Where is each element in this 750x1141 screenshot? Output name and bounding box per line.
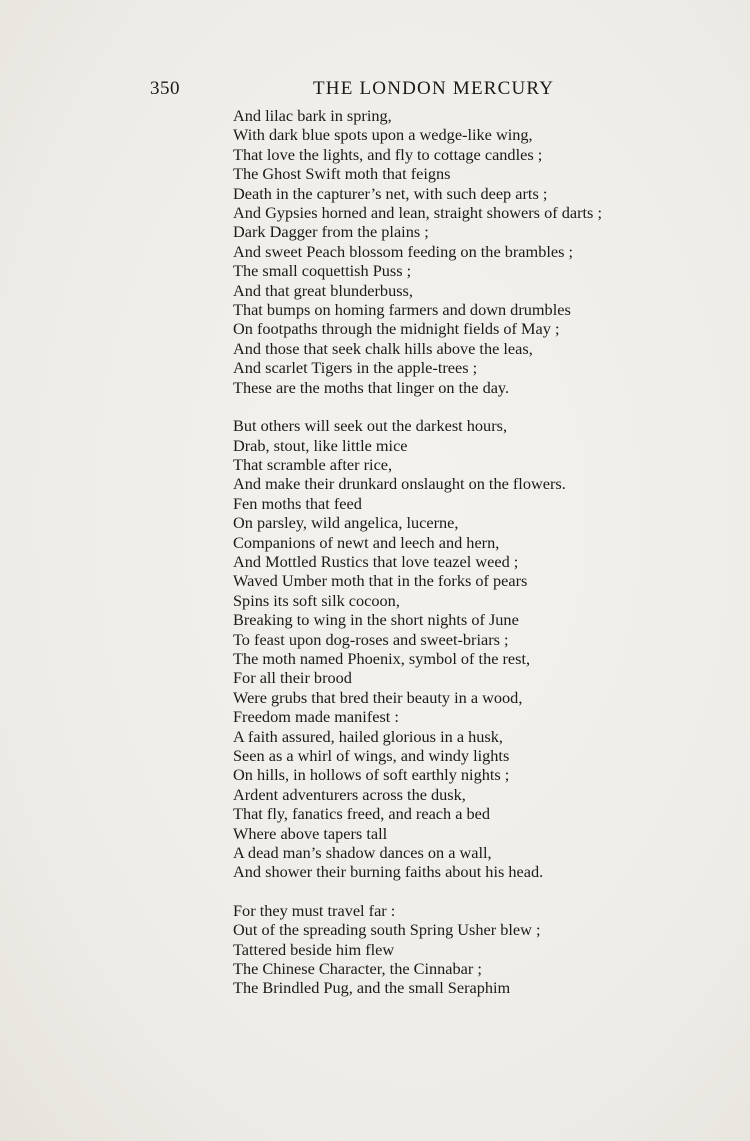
poem-line: Were grubs that bred their beauty in a wood, bbox=[233, 687, 523, 707]
poem-line: And Gypsies horned and lean, straight showers of darts ; bbox=[233, 203, 602, 223]
running-title: THE LONDON MERCURY bbox=[313, 78, 555, 99]
poem-line: The Ghost Swift moth that feigns bbox=[233, 164, 451, 184]
poem-line: A faith assured, hailed glorious in a husk, bbox=[233, 726, 503, 746]
poem-line: These are the moths that linger on the day. bbox=[233, 377, 510, 397]
poem-line: To feast upon dog-roses and sweet-briars ; bbox=[233, 629, 509, 649]
poem-line: With dark blue spots upon a wedge-like wing, bbox=[233, 125, 533, 145]
poem-line: The Chinese Character, the Cinnabar ; bbox=[233, 959, 482, 979]
poem-line: On footpaths through the midnight fields of May ; bbox=[233, 319, 560, 339]
poem-line: And sweet Peach blossom feeding on the brambles ; bbox=[233, 241, 574, 261]
page-number: 350 bbox=[150, 78, 180, 99]
poem-line: That bumps on homing farmers and down drumbles bbox=[233, 300, 571, 320]
poem-line: That love the lights, and fly to cottage candles ; bbox=[233, 144, 543, 164]
stanza-1 bbox=[233, 106, 738, 397]
poem-line: And those that seek chalk hills above the leas, bbox=[233, 338, 533, 358]
poem-line: Spins its soft silk cocoon, bbox=[233, 590, 400, 610]
poem-line: Dark Dagger from the plains ; bbox=[233, 222, 429, 242]
poem-line: The small coquettish Puss ; bbox=[233, 261, 412, 281]
poem-line: Drab, stout, like little mice bbox=[233, 435, 408, 455]
poem-line: For all their brood bbox=[233, 668, 352, 688]
poem-line: Fen moths that feed bbox=[233, 493, 362, 513]
poem-line: And Mottled Rustics that love teazel weed ; bbox=[233, 551, 519, 571]
poem-line: And make their drunkard onslaught on the flowers. bbox=[233, 474, 566, 494]
poem-line: But others will seek out the darkest hours, bbox=[233, 416, 508, 436]
stanza-2 bbox=[233, 416, 738, 882]
poem-line: A dead man’s shadow dances on a wall, bbox=[233, 843, 492, 863]
poem-line: Tattered beside him flew bbox=[233, 939, 395, 959]
poem-line: Seen as a whirl of wings, and windy lights bbox=[233, 746, 510, 765]
poem-line: Breaking to wing in the short nights of June bbox=[233, 610, 519, 630]
poem-line: And that great blunderbuss, bbox=[233, 280, 413, 300]
stanza-3 bbox=[233, 901, 738, 998]
poem-line: And scarlet Tigers in the apple-trees ; bbox=[233, 358, 478, 378]
poem-line: Companions of newt and leech and hern, bbox=[233, 532, 500, 552]
poem-line: And lilac bark in spring, bbox=[233, 106, 392, 125]
poem-line: Ardent adventurers across the dusk, bbox=[233, 784, 466, 804]
poem-body bbox=[233, 106, 738, 998]
poem-line: The moth named Phoenix, symbol of the rest, bbox=[233, 648, 531, 668]
poem-line: Freedom made manifest : bbox=[233, 707, 399, 727]
running-header bbox=[0, 78, 750, 102]
poem-line: On hills, in hollows of soft earthly nights ; bbox=[233, 765, 510, 785]
poem-line: Waved Umber moth that in the forks of pears bbox=[233, 571, 528, 591]
poem-line: That fly, fanatics freed, and reach a bed bbox=[233, 804, 491, 824]
poem-line: Where above tapers tall bbox=[233, 823, 388, 843]
poem-line: The Brindled Pug, and the small Seraphim bbox=[233, 978, 511, 998]
poem-line: Death in the capturer’s net, with such deep arts ; bbox=[233, 183, 548, 203]
poem-line: That scramble after rice, bbox=[233, 454, 393, 474]
poem-line: And shower their burning faiths about his head. bbox=[233, 862, 544, 882]
poem-line: On parsley, wild angelica, lucerne, bbox=[233, 513, 459, 533]
poem-line: For they must travel far : bbox=[233, 900, 396, 920]
poem-line: Out of the spreading south Spring Usher blew ; bbox=[233, 920, 541, 940]
